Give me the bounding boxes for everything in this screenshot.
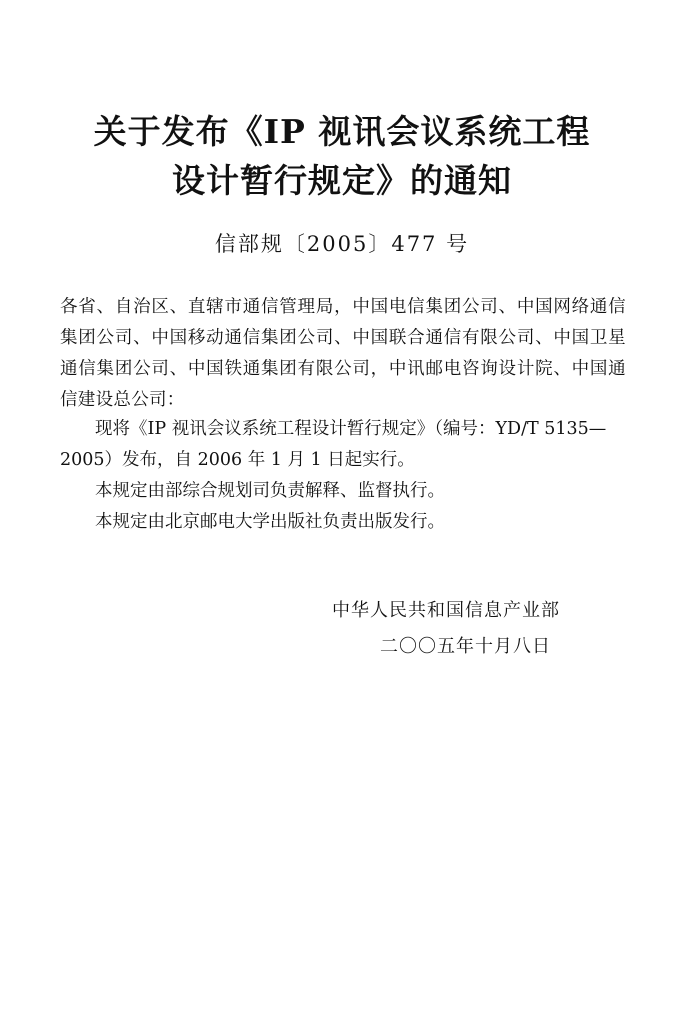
body-paragraph-publication: 现将《IP 视讯会议系统工程设计暂行规定》（编号：YD/T 5135—2005）发布，自 2006 年 1 月 1 日起实行。 — [60, 419, 607, 470]
body-paragraph-publisher: 本规定由北京邮电大学出版社负责出版发行。 — [95, 512, 445, 532]
document-title-line-1: 关于发布《IP 视讯会议系统工程 — [93, 112, 591, 151]
issue-date: 二〇〇五年十月八日 — [380, 636, 551, 657]
issuing-authority: 中华人民共和国信息产业部 — [332, 600, 560, 621]
document-title-line-2: 设计暂行规定》的通知 — [172, 161, 512, 200]
recipients-paragraph: 各省、自治区、直辖市通信管理局，中国电信集团公司、中国网络通信集团公司、中国移动通信集团公司、中国联合通信有限公司、中国卫星通信集团公司、中国铁通集团有限公司，中讯邮电咨询设计院、中国通信建设总公司： — [60, 297, 626, 410]
document-number: 信部规〔2005〕477 号 — [214, 232, 470, 256]
body-paragraph-interpretation: 本规定由部综合规划司负责解释、监督执行。 — [95, 481, 445, 501]
